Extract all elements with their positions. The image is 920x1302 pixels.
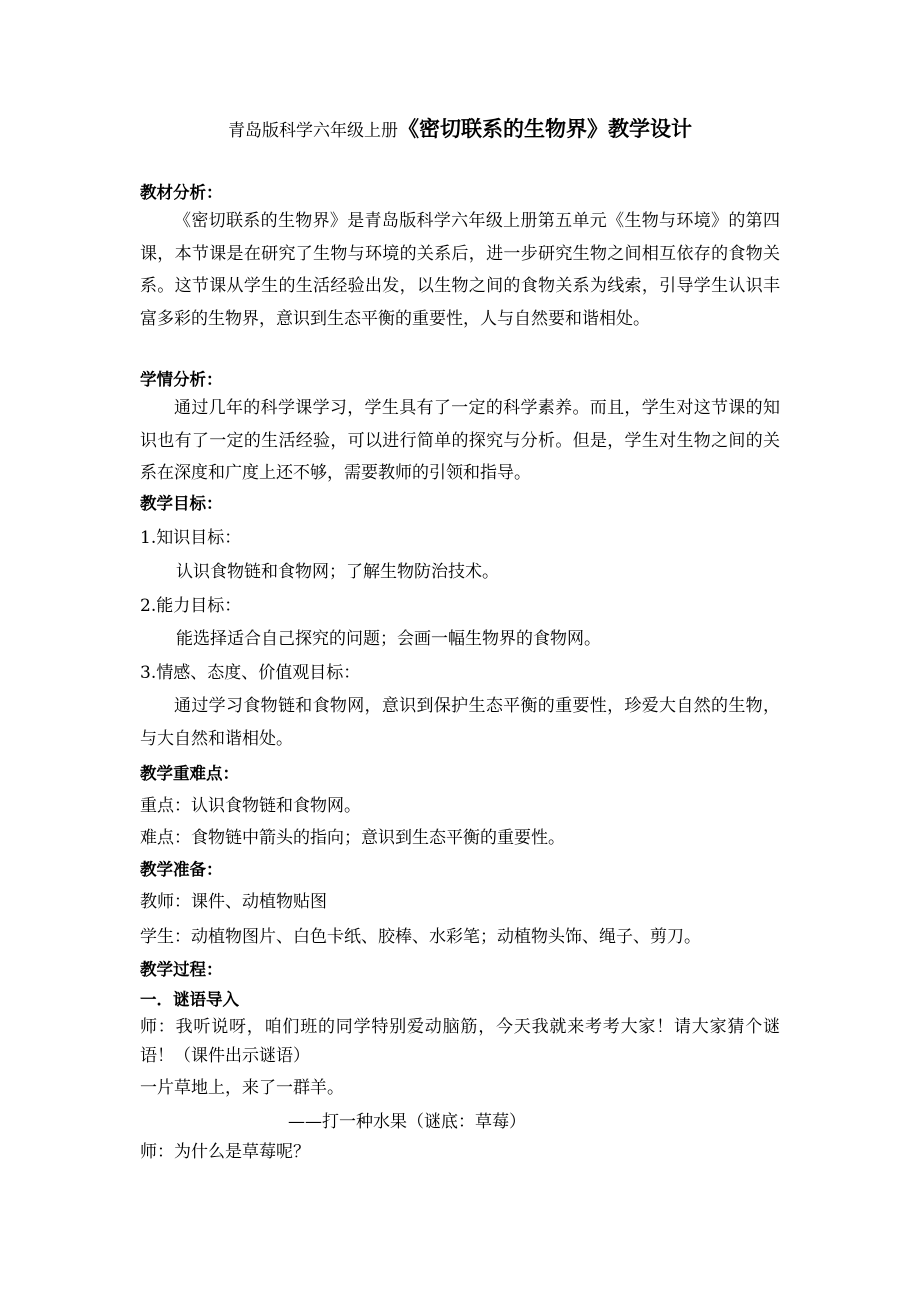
goal2-body: 能选择适合自己探究的问题；会画一幅生物界的食物网。 [176, 629, 601, 649]
difficult-point: 难点：食物链中箭头的指向；意识到生态平衡的重要性。 [140, 828, 565, 848]
title-prefix: 青岛版科学六年级上册 [228, 121, 398, 141]
goal2-label: 2.能力目标： [140, 596, 242, 616]
goal3-label: 3.情感、态度、价值观目标： [140, 663, 361, 683]
title-main: 《密切联系的生物界》教学设计 [398, 117, 692, 141]
key-heading: 教学重难点： [140, 764, 239, 783]
document-title [140, 113, 780, 143]
prep-heading: 教学准备： [140, 860, 223, 879]
step1-heading: 一．谜语导入 [140, 990, 239, 1009]
goal3-body: 通过学习食物链和食物网，意识到保护生态平衡的重要性，珍爱大自然的生物，与大自然和谐相处。 [140, 696, 780, 749]
teacher-question: 师：为什么是草莓呢？ [140, 1142, 310, 1162]
step1-teacher: 师：我听说呀，咱们班的同学特别爱动脑筋，今天我就来考考大家！请大家猜个谜语！（课件出示谜语） [140, 1017, 780, 1066]
goals-heading: 教学目标： [140, 494, 223, 513]
riddle-answer: ——打一种水果（谜底：草莓） [288, 1112, 526, 1132]
riddle-text: 一片草地上，来了一群羊。 [140, 1078, 344, 1098]
prep-teacher: 教师：课件、动植物贴图 [140, 892, 327, 912]
material-heading: 教材分析： [140, 183, 223, 202]
material-body: 《密切联系的生物界》是青岛版科学六年级上册第五单元《生物与环境》的第四课，本节课是在研究了生物与环境的关系后，进一步研究生物之间相互依存的食物关系。这节课从学生的生活经验出发，以生物之间的食物关系为线索，引导学生认识丰富多彩的生物界，意识到生态平衡的重要性，人与自然要和谐相处。 [140, 211, 780, 329]
goal1-body: 认识食物链和食物网；了解生物防治技术。 [176, 562, 499, 582]
student-heading: 学情分析： [140, 370, 223, 389]
process-heading: 教学过程： [140, 960, 223, 979]
prep-student: 学生：动植物图片、白色卡纸、胶棒、水彩笔；动植物头饰、绳子、剪刀。 [140, 927, 701, 947]
student-body: 通过几年的科学课学习，学生具有了一定的科学素养。而且，学生对这节课的知识也有了一定的生活经验，可以进行简单的探究与分析。但是，学生对生物之间的关系在深度和广度上还不够，需要教师的引领和指导。 [140, 398, 780, 483]
goal1-label: 1.知识目标： [140, 528, 242, 548]
key-point: 重点：认识食物链和食物网。 [140, 796, 361, 816]
